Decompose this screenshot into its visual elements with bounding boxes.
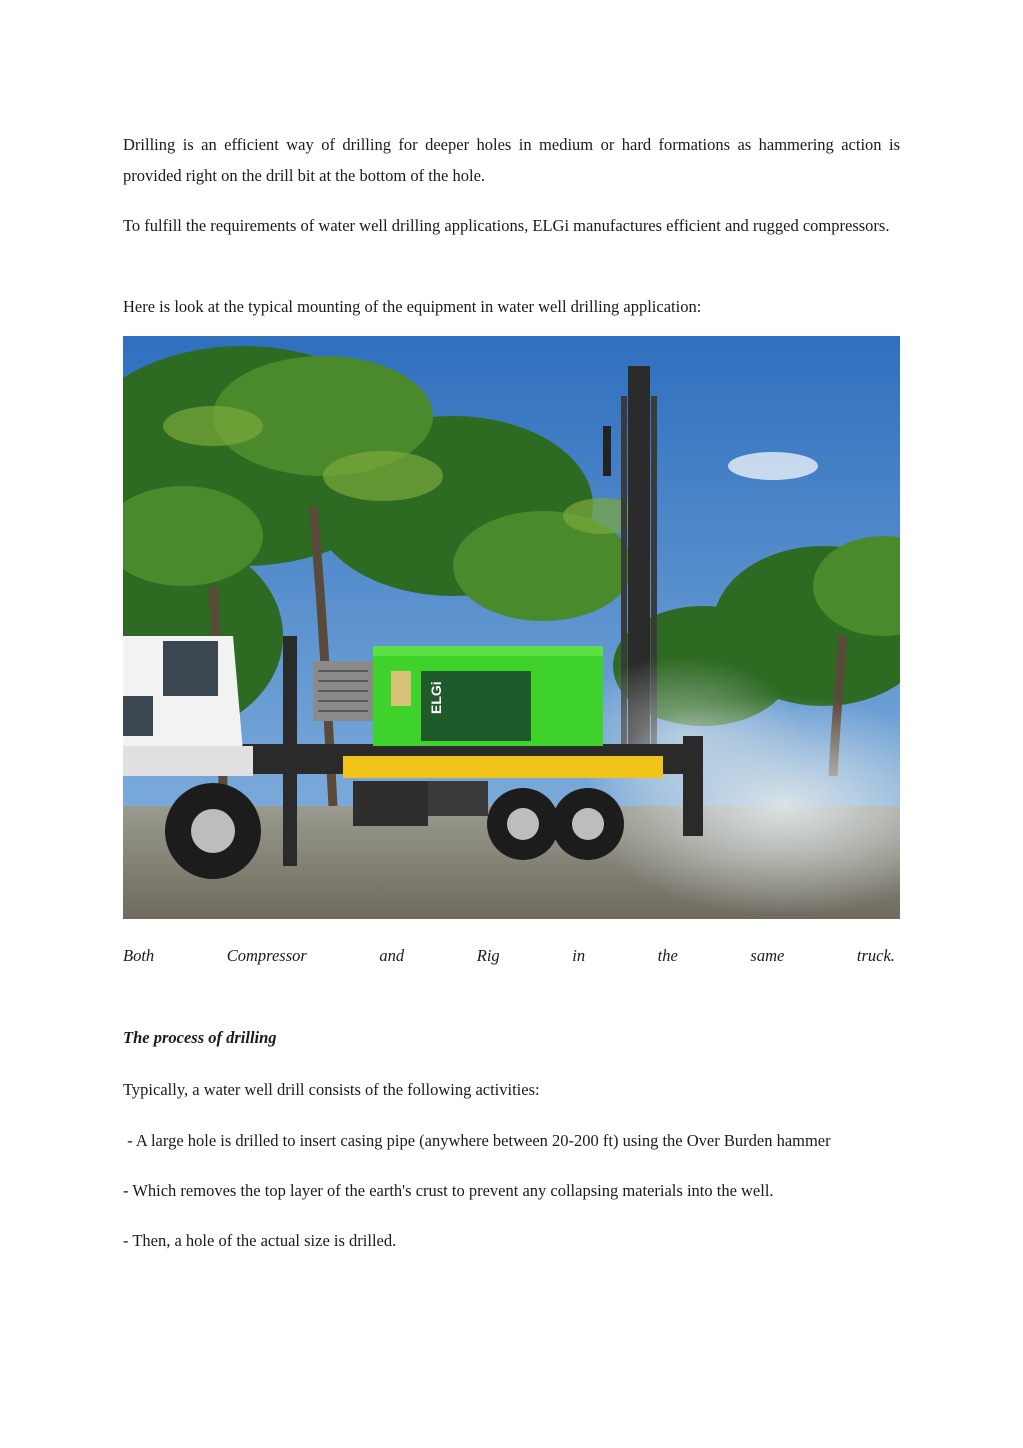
drilling-truck-photo: [123, 336, 900, 919]
elgi-brand-mark: ELGi: [428, 681, 444, 714]
caption-word: same: [750, 946, 785, 965]
list-item: - Which removes the top layer of the earth's crust to prevent any collapsing materials into the well.: [123, 1181, 774, 1200]
list-item: - A large hole is drilled to insert casing pipe (anywhere between 20-200 ft) using the Over Burden hammer: [123, 1131, 831, 1150]
caption-word: the: [657, 946, 678, 965]
section-intro: Typically, a water well drill consists of the following activities:: [123, 1080, 540, 1099]
photo-caption: [123, 946, 895, 966]
caption-word: in: [572, 946, 586, 965]
paragraph-requirements: To fulfill the requirements of water well drilling applications, ELGi manufactures efficient and rugged compressors.: [123, 216, 890, 235]
caption-word: Both: [123, 946, 155, 965]
paragraph-intro: Drilling is an efficient way of drilling for deeper holes in medium or hard formations as hammering action is provided right on the drill bit at the bottom of the hole.: [123, 135, 900, 185]
caption-word: Rig: [476, 946, 500, 965]
paragraph-mounting: Here is look at the typical mounting of the equipment in water well drilling application:: [123, 297, 702, 316]
caption-word: and: [379, 946, 405, 965]
list-item: - Then, a hole of the actual size is drilled.: [123, 1231, 397, 1250]
section-heading: The process of drilling: [123, 1028, 277, 1047]
caption-word: truck.: [856, 946, 895, 965]
caption-word: Compressor: [226, 946, 307, 965]
